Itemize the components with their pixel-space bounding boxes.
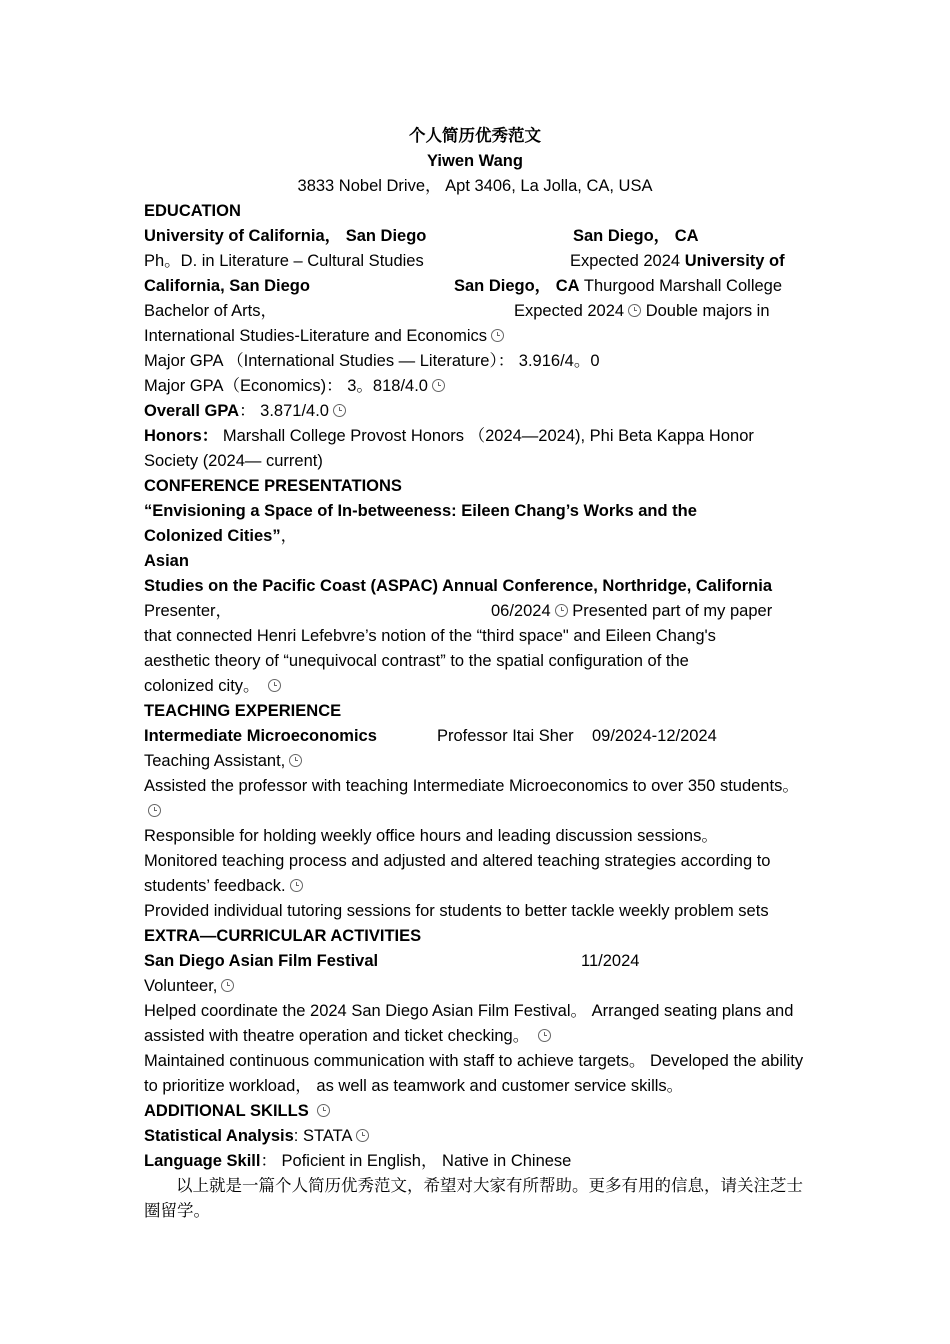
clock-icon — [290, 879, 303, 892]
degree1-row — [144, 249, 806, 274]
teaching-bullet-4: Provided individual tutoring sessions for students to better tackle weekly problem sets — [144, 902, 769, 920]
clock-icon — [289, 754, 302, 767]
teaching-bullet-1-text: Assisted the professor with teaching Intermediate Microeconomics to over 350 students。 — [144, 777, 799, 795]
clock-icon — [555, 604, 568, 617]
teaching-role-row — [144, 749, 806, 774]
clock-icon — [221, 979, 234, 992]
teaching-bullet-2: Responsible for holding weekly office hours and leading discussion sessions。 — [144, 827, 718, 845]
presenter-desc-lead: Presented part of my paper — [572, 602, 773, 620]
teaching-bullet-3-text: Monitored teaching process and adjusted and altered teaching strategies according to students’ feedback. — [144, 852, 771, 895]
footer-note: 以上就是一篇个人简历优秀范文，希望对大家有所帮助。更多有用的信息，请关注芝士圈留学。 — [144, 1177, 803, 1220]
teaching-dates: 09/2024-12/2024 — [592, 727, 717, 745]
school2-name-part2: California, San Diego — [144, 277, 310, 295]
honors-paragraph — [144, 424, 806, 474]
teaching-bullet-1 — [144, 774, 806, 824]
conference-title-comma: ， — [280, 527, 298, 545]
conference-title-line2: Colonized Cities” — [144, 527, 281, 545]
teaching-course: Intermediate Microeconomics — [144, 727, 377, 745]
clock-icon — [538, 1029, 551, 1042]
applicant-name: Yiwen Wang — [427, 152, 523, 170]
teaching-heading: TEACHING EXPERIENCE — [144, 702, 342, 720]
extra-org: San Diego Asian Film Festival — [144, 952, 379, 970]
presenter-row — [144, 599, 806, 624]
presenter-date: 06/2024 — [491, 602, 551, 620]
applicant-address: 3833 Nobel Drive， Apt 3406, La Jolla, CA, USA — [297, 177, 653, 195]
gpa-international: Major GPA （International Studies — Literature）： 3.916/4。0 — [144, 352, 600, 370]
presenter-desc-3-row — [144, 674, 806, 699]
document-title: 个人简历优秀范文 — [409, 127, 541, 145]
teaching-professor: Professor Itai Sher — [437, 727, 574, 745]
clock-icon — [432, 379, 445, 392]
teaching-bullet-3 — [144, 849, 806, 899]
conference-title-line1: “Envisioning a Space of In-betweeness: Eileen Chang’s Works and the — [144, 502, 697, 520]
clock-icon — [148, 804, 161, 817]
skills-heading: ADDITIONAL SKILLS — [144, 1102, 309, 1120]
resume-page — [144, 124, 806, 1224]
extra-bullet-1 — [144, 999, 806, 1049]
degree2-expected: Expected 2024 — [514, 302, 625, 320]
presenter-role: Presenter， — [144, 602, 233, 620]
college-name: Thurgood Marshall College — [583, 277, 783, 295]
teaching-role: Teaching Assistant, — [144, 752, 286, 770]
gpa-economics-row — [144, 374, 806, 399]
extra-heading: EXTRA—CURRICULAR ACTIVITIES — [144, 927, 422, 945]
overall-gpa-row — [144, 399, 806, 424]
overall-gpa-label: Overall GPA — [144, 402, 240, 420]
school2-name-part1: University of — [684, 252, 785, 270]
extra-bullet-1-text: Helped coordinate the 2024 San Diego Asian Film Festival。 Arranged seating plans and assisted with theatre operation and ticket checking。 — [144, 1002, 794, 1045]
degree1-name: Ph。D. in Literature – Cultural Studies — [144, 252, 424, 270]
extra-role-row — [144, 974, 806, 999]
conference-heading: CONFERENCE PRESENTATIONS — [144, 477, 402, 495]
school2-row — [144, 274, 806, 299]
extra-role: Volunteer, — [144, 977, 218, 995]
gpa-economics: Major GPA（Economics)： 3。818/4.0 — [144, 377, 428, 395]
skill-stat-row — [144, 1124, 806, 1149]
presenter-desc-1: that connected Henri Lefebvre’s notion of the “third space" and Eileen Chang's — [144, 627, 716, 645]
degree1-expected: Expected 2024 — [570, 252, 681, 270]
conference-title-line2-row — [144, 524, 806, 549]
clock-icon — [333, 404, 346, 417]
school1-location: San Diego， CA — [573, 227, 699, 245]
extra-bullet-2: Maintained continuous communication with staff to achieve targets。 Developed the ability to prioritize workload， as well as teamwork and customer service skills。 — [144, 1052, 804, 1095]
clock-icon — [628, 304, 641, 317]
extra-org-row — [144, 949, 806, 974]
clock-icon — [317, 1104, 330, 1117]
teaching-course-row — [144, 724, 806, 749]
school1-name: University of California， San Diego — [144, 227, 427, 245]
degree2-row — [144, 299, 806, 324]
skill-lang-label: Language Skill — [144, 1152, 261, 1170]
degree2-name: Bachelor of Arts， — [144, 302, 277, 320]
education-heading: EDUCATION — [144, 202, 241, 220]
double-major-text: International Studies-Literature and Economics — [144, 327, 488, 345]
skill-stat-value: : STATA — [293, 1127, 353, 1145]
presenter-desc-2: aesthetic theory of “unequivocal contrast” to the spatial configuration of the — [144, 652, 689, 670]
extra-date: 11/2024 — [581, 952, 640, 970]
school1-row — [144, 224, 806, 249]
skills-heading-row — [144, 1099, 806, 1124]
honors-text: Marshall College Provost Honors （2024—2024), Phi Beta Kappa Honor Society (2024— current) — [144, 427, 754, 470]
conference-asian: Asian — [144, 552, 189, 570]
overall-gpa-value: ： 3.871/4.0 — [239, 402, 329, 420]
skill-lang-row — [144, 1149, 806, 1174]
double-major-lead: Double majors in — [645, 302, 770, 320]
school2-location: San Diego， CA — [454, 277, 580, 295]
double-major-row — [144, 324, 806, 349]
clock-icon — [268, 679, 281, 692]
presenter-desc-3: colonized city。 — [144, 677, 260, 695]
skill-stat-label: Statistical Analysis — [144, 1127, 294, 1145]
clock-icon — [491, 329, 504, 342]
skill-lang-value: ： Poficient in English， Native in Chinese — [260, 1152, 572, 1170]
conference-venue: Studies on the Pacific Coast (ASPAC) Annual Conference, Northridge, California — [144, 577, 772, 595]
clock-icon — [356, 1129, 369, 1142]
honors-label: Honors： — [144, 427, 219, 445]
